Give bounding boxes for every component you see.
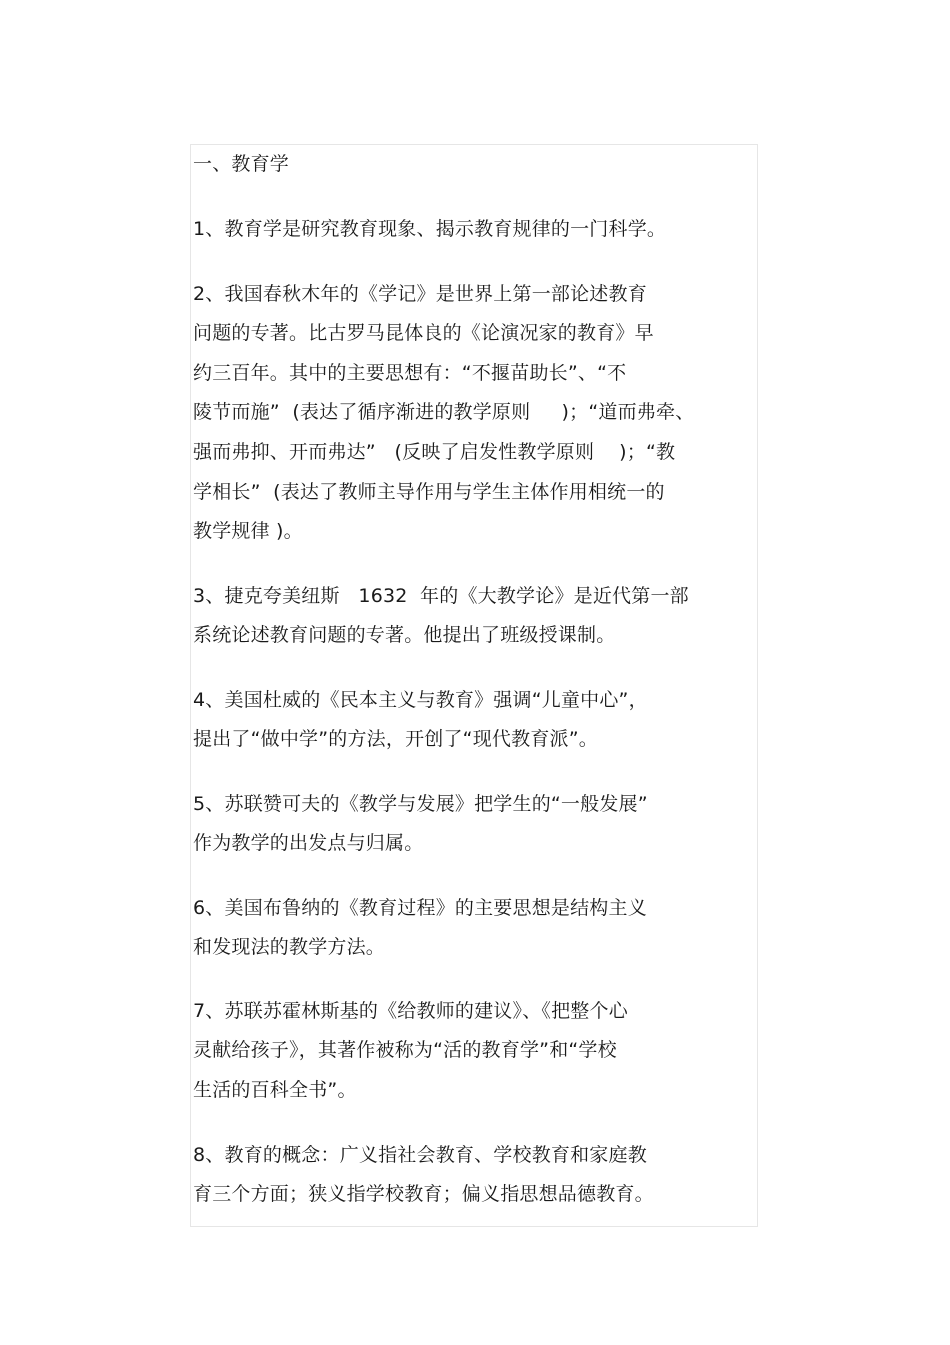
item-5-line-2: 作为教学的出发点与归属。	[193, 832, 424, 854]
item-1-line-1: 1、教育学是研究教育现象、揭示教育规律的一门科学。	[193, 218, 667, 240]
item-3-line-1: 3、捷克夸美纽斯 1632 年的《大教学论》是近代第一部	[193, 585, 689, 607]
item-2-line-6: 学相长” (表达了教师主导作用与学生主体作用相统一的	[193, 481, 665, 503]
item-7-line-3: 生活的百科全书”。	[193, 1079, 357, 1101]
item-6-line-1: 6、美国布鲁纳的《教育过程》的主要思想是结构主义	[193, 897, 647, 919]
item-3-line-2: 系统论述教育问题的专著。他提出了班级授课制。	[193, 624, 616, 646]
item-2-line-7: 教学规律 )。	[193, 520, 303, 542]
section-heading: 一、教育学	[193, 153, 290, 175]
item-4-line-2: 提出了“做中学”的方法，开创了“现代教育派”。	[193, 728, 598, 750]
item-2-line-2: 问题的专著。比古罗马昆体良的《论演况家的教育》早	[193, 322, 654, 344]
page-frame	[190, 144, 758, 1227]
item-2-line-1: 2、我国春秋木年的《学记》是世界上第一部论述教育	[193, 283, 647, 305]
item-2-line-3: 约三百年。其中的主要思想有：“不揠苗助长”、“不	[193, 362, 627, 384]
item-7-line-2: 灵献给孩子》，其著作被称为“活的教育学”和“学校	[193, 1039, 617, 1061]
item-2-line-4: 陵节而施” (表达了循序渐进的教学原则 )；“道而弗牵、	[193, 401, 695, 423]
item-8-line-1: 8、教育的概念：广义指社会教育、学校教育和家庭教	[193, 1144, 647, 1166]
item-2-line-5: 强而弗抑、开而弗达” (反映了启发性教学原则 )；“教	[193, 441, 676, 463]
item-8-line-2: 育三个方面；狭义指学校教育；偏义指思想品德教育。	[193, 1183, 654, 1205]
item-4-line-1: 4、美国杜威的《民本主义与教育》强调“儿童中心”，	[193, 689, 648, 711]
item-5-line-1: 5、苏联赞可夫的《教学与发展》把学生的“一般发展”	[193, 793, 648, 815]
item-7-line-1: 7、苏联苏霍林斯基的《给教师的建议》、《把整个心	[193, 1000, 628, 1022]
item-6-line-2: 和发现法的教学方法。	[193, 936, 386, 958]
